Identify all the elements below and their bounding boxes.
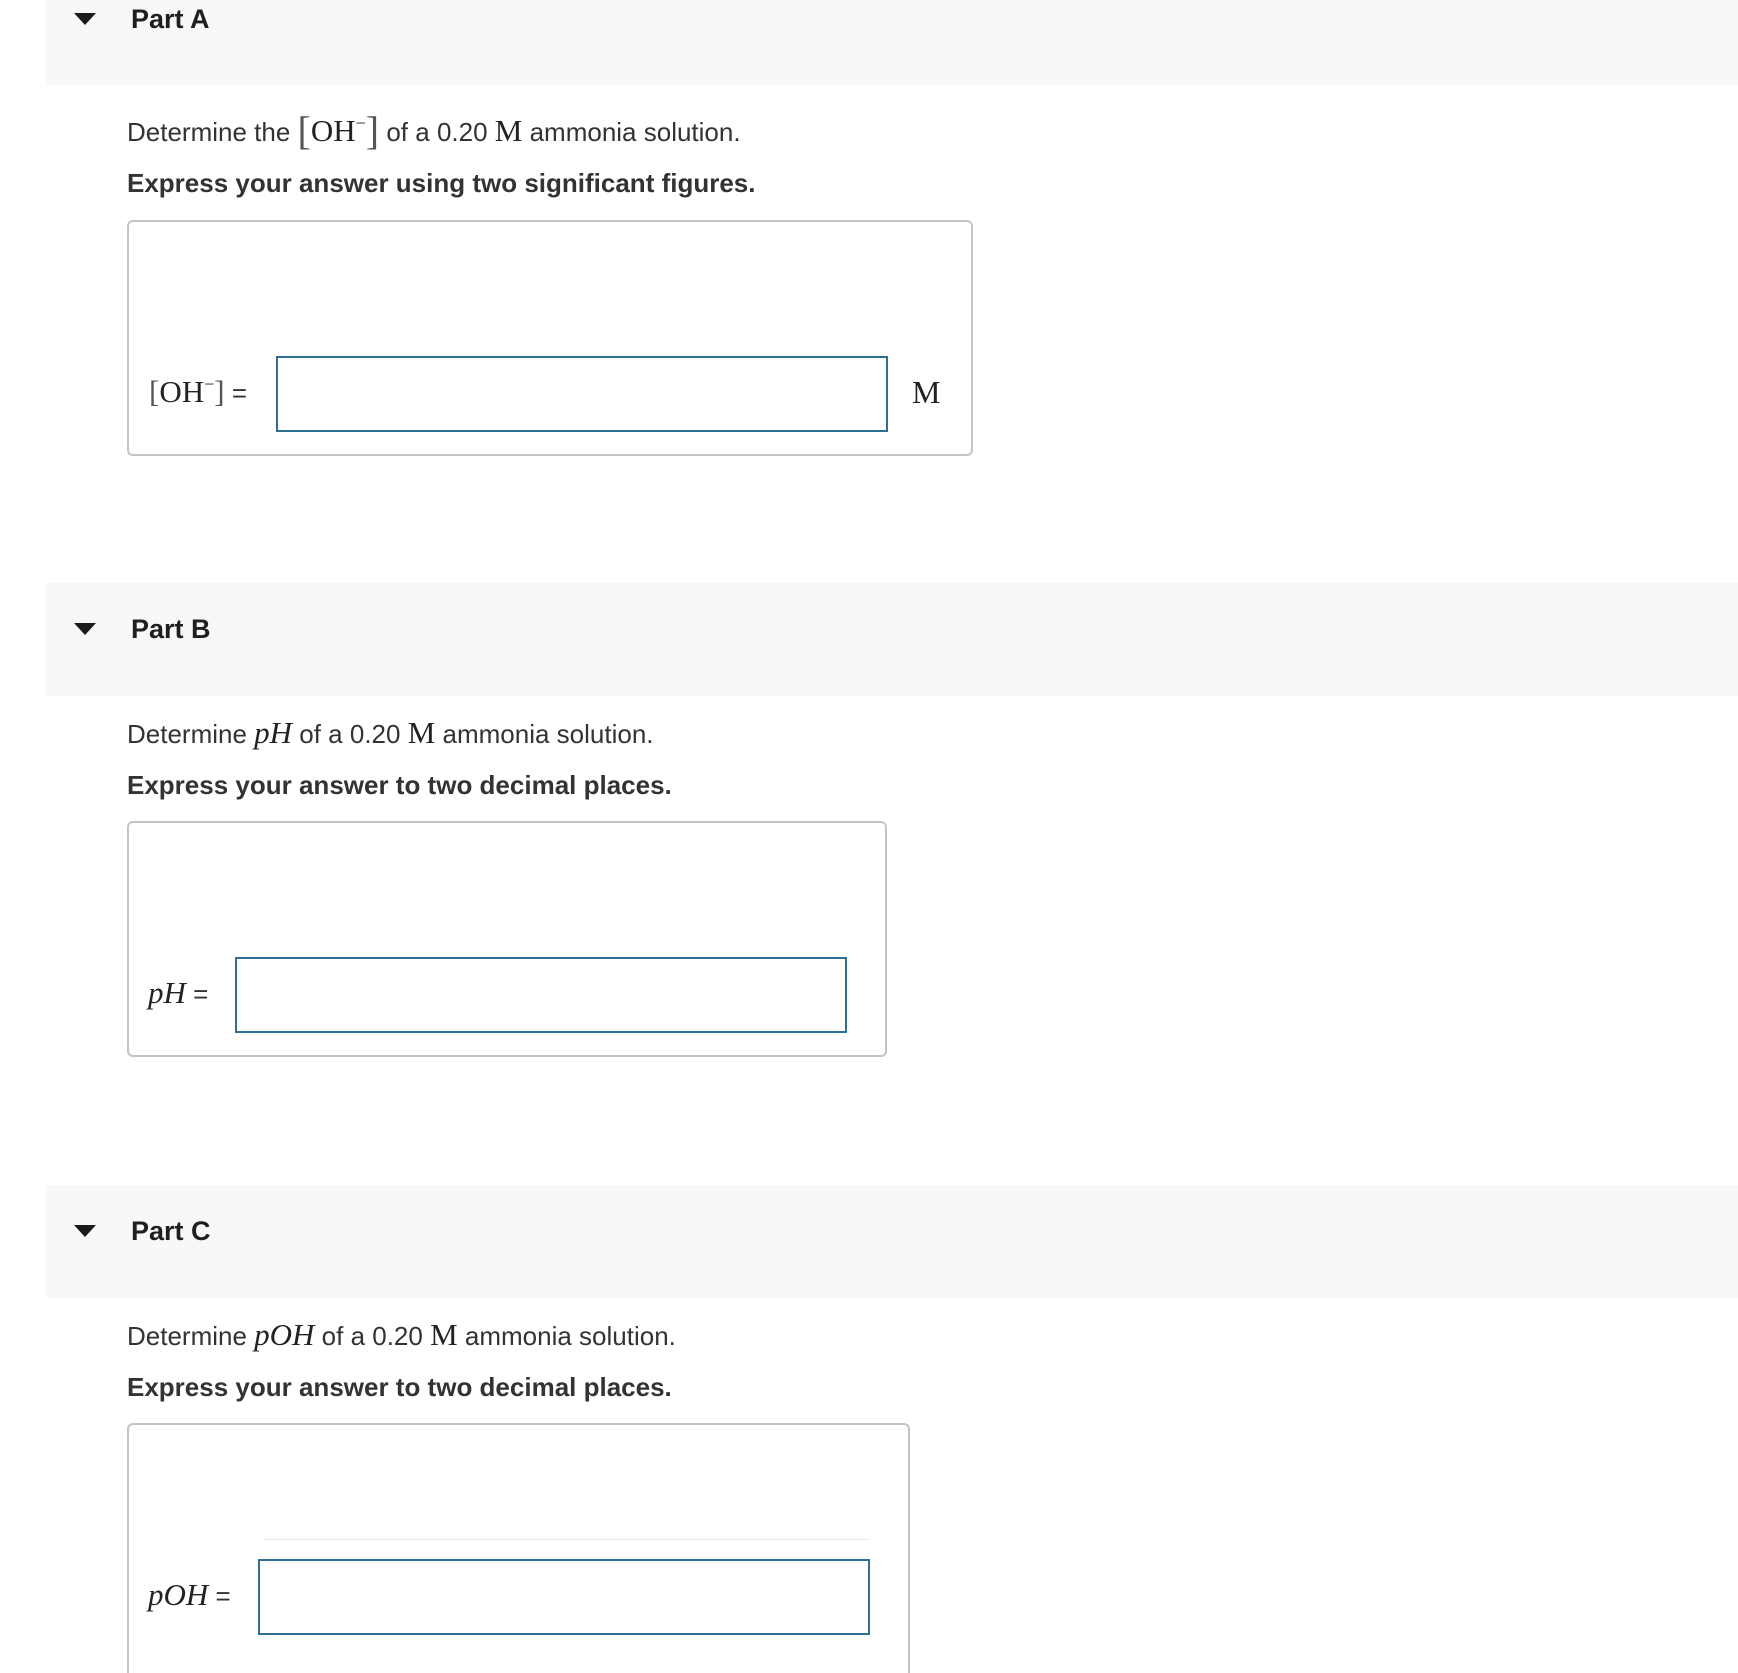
question-unit: M: [430, 1317, 458, 1352]
part-c-question: [127, 1317, 676, 1353]
toolbar-divider: [265, 1539, 869, 1540]
part-a-header[interactable]: [46, 0, 1738, 85]
label-charge: −: [204, 374, 215, 394]
question-prefix: Determine: [127, 1321, 255, 1351]
caret-down-icon[interactable]: [74, 1225, 96, 1237]
label-equals: =: [185, 979, 209, 1009]
question-charge: −: [355, 113, 366, 133]
part-c-instruction: Express your answer to two decimal places.: [127, 1372, 672, 1402]
caret-down-icon[interactable]: [74, 623, 96, 635]
part-b-header[interactable]: [46, 583, 1738, 696]
part-b-question: [127, 715, 654, 751]
part-c-answer-box: [127, 1423, 910, 1673]
label-open-bracket: [: [149, 374, 160, 409]
question-suffix: ammonia solution.: [435, 719, 654, 749]
part-c-header[interactable]: [46, 1185, 1738, 1298]
label-quantity: pH: [148, 975, 186, 1010]
close-bracket: ]: [365, 108, 380, 153]
oh-answer-label: [149, 374, 247, 410]
label-equals: =: [224, 378, 248, 408]
ph-answer-label: [148, 975, 208, 1011]
part-a-answer-box: [127, 220, 973, 456]
question-suffix: ammonia solution.: [522, 117, 741, 147]
label-species: OH: [159, 374, 205, 409]
caret-down-icon[interactable]: [74, 13, 96, 25]
part-a-question: [127, 107, 741, 154]
question-suffix: ammonia solution.: [457, 1321, 676, 1351]
label-quantity: pOH: [148, 1577, 209, 1612]
question-mid: of a 0.20: [314, 1321, 431, 1351]
question-species: OH: [310, 113, 356, 148]
ph-answer-input[interactable]: [235, 957, 847, 1033]
open-bracket: [: [297, 108, 311, 153]
part-b-instruction: Express your answer to two decimal places.: [127, 770, 672, 800]
poh-answer-label: [148, 1577, 231, 1613]
question-mid: of a 0.20: [292, 719, 408, 749]
question-prefix: Determine: [127, 719, 255, 749]
poh-answer-input[interactable]: [258, 1559, 870, 1635]
question-mid: of a 0.20: [379, 117, 495, 147]
label-equals: =: [208, 1581, 231, 1611]
part-b-answer-box: [127, 821, 887, 1057]
oh-answer-input[interactable]: [276, 356, 888, 432]
part-b-title[interactable]: Part B: [131, 614, 211, 644]
question-unit: M: [494, 113, 523, 148]
oh-answer-unit: M: [912, 374, 941, 410]
part-a-instruction: Express your answer using two significant figures.: [127, 168, 756, 198]
label-close-bracket: ]: [214, 374, 225, 409]
part-a-title[interactable]: Part A: [131, 4, 210, 34]
question-quantity: pH: [254, 715, 293, 750]
question-unit: M: [407, 715, 436, 750]
question-quantity: pOH: [254, 1317, 315, 1352]
question-prefix: Determine the: [127, 117, 298, 147]
part-c-title[interactable]: Part C: [131, 1216, 211, 1246]
